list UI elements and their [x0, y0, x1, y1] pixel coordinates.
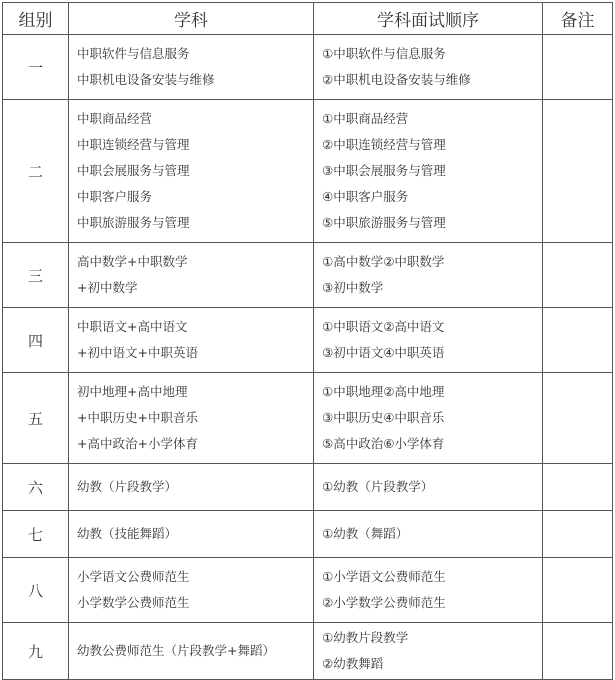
subject-cell — [69, 100, 314, 243]
group-cell: 三 — [3, 243, 69, 308]
subject-line: 初中地理+高中地理 — [77, 384, 188, 399]
note-cell — [543, 373, 613, 464]
note-cell — [543, 464, 613, 511]
group-cell: 七 — [3, 511, 69, 558]
table-row — [3, 100, 613, 243]
subject-cell — [69, 373, 314, 464]
order-line: ③初中数学 — [322, 280, 384, 295]
subject-line: 幼教公费师范生（片段教学+舞蹈） — [77, 643, 275, 658]
group-cell: 二 — [3, 100, 69, 243]
order-line: ①幼教（片段教学） — [322, 479, 434, 494]
order-line: ③中职会展服务与管理 — [322, 163, 446, 178]
order-line: ⑤高中政治⑥小学体育 — [322, 436, 445, 451]
subject-line: 高中数学+中职数学 — [77, 254, 188, 269]
subject-line: 幼教（片段教学） — [77, 479, 178, 494]
order-line: ②小学数学公费师范生 — [322, 595, 446, 610]
note-cell — [543, 100, 613, 243]
order-line: ⑤中职旅游服务与管理 — [322, 215, 446, 230]
header-row — [3, 3, 613, 35]
order-line: ①小学语文公费师范生 — [322, 569, 446, 584]
subject-cell — [69, 35, 314, 100]
table-row — [3, 308, 613, 373]
table-row — [3, 511, 613, 558]
header-group: 组别 — [3, 3, 69, 35]
order-line: ①中职语文②高中语文 — [322, 319, 445, 334]
order-line: ③初中语文④中职英语 — [322, 345, 445, 360]
subject-line: 中职旅游服务与管理 — [77, 215, 190, 230]
subject-cell — [69, 511, 314, 558]
subject-line: 中职商品经营 — [77, 111, 153, 126]
interview-schedule-table — [2, 2, 613, 680]
order-line: ①高中数学②中职数学 — [322, 254, 445, 269]
header-note: 备注 — [543, 3, 613, 35]
subject-line: 中职会展服务与管理 — [77, 163, 190, 178]
subject-line: 中职软件与信息服务 — [77, 46, 190, 61]
subject-line: 中职客户服务 — [77, 189, 153, 204]
order-cell — [314, 308, 543, 373]
subject-line: 中职语文+高中语文 — [77, 319, 188, 334]
table-row — [3, 373, 613, 464]
group-cell: 五 — [3, 373, 69, 464]
group-cell: 九 — [3, 623, 69, 680]
note-cell — [543, 308, 613, 373]
subject-line: +初中语文+中职英语 — [77, 345, 198, 360]
order-line: ①中职商品经营 — [322, 111, 409, 126]
table-row — [3, 623, 613, 680]
order-line: ①中职软件与信息服务 — [322, 46, 446, 61]
header-order: 学科面试顺序 — [314, 3, 543, 35]
group-cell: 四 — [3, 308, 69, 373]
subject-line: +中职历史+中职音乐 — [77, 410, 198, 425]
table-row — [3, 35, 613, 100]
group-cell: 八 — [3, 558, 69, 623]
subject-line: 小学数学公费师范生 — [77, 595, 190, 610]
subject-line: 小学语文公费师范生 — [77, 569, 190, 584]
subject-cell — [69, 464, 314, 511]
group-cell: 一 — [3, 35, 69, 100]
subject-cell — [69, 308, 314, 373]
order-line: ③中职历史④中职音乐 — [322, 410, 445, 425]
order-cell — [314, 243, 543, 308]
order-line: ①幼教片段教学 — [322, 630, 409, 645]
subject-cell — [69, 623, 314, 680]
order-cell — [314, 35, 543, 100]
subject-line: 幼教（技能舞蹈） — [77, 526, 178, 541]
order-line: ②幼教舞蹈 — [322, 656, 384, 671]
note-cell — [543, 243, 613, 308]
order-line: ②中职机电设备安装与维修 — [322, 72, 471, 87]
order-cell — [314, 511, 543, 558]
order-cell — [314, 623, 543, 680]
subject-line: +初中数学 — [77, 280, 138, 295]
subject-cell — [69, 243, 314, 308]
order-line: ①幼教（舞蹈） — [322, 526, 409, 541]
order-cell — [314, 100, 543, 243]
table-row — [3, 464, 613, 511]
subject-line: 中职机电设备安装与维修 — [77, 72, 215, 87]
table-row — [3, 243, 613, 308]
order-line: ②中职连锁经营与管理 — [322, 137, 446, 152]
header-subject: 学科 — [69, 3, 314, 35]
order-cell — [314, 373, 543, 464]
subject-line: +高中政治+小学体育 — [77, 436, 198, 451]
note-cell — [543, 623, 613, 680]
order-cell — [314, 464, 543, 511]
order-line: ④中职客户服务 — [322, 189, 409, 204]
group-cell: 六 — [3, 464, 69, 511]
subject-line: 中职连锁经营与管理 — [77, 137, 190, 152]
note-cell — [543, 35, 613, 100]
order-line: ①中职地理②高中地理 — [322, 384, 445, 399]
note-cell — [543, 511, 613, 558]
